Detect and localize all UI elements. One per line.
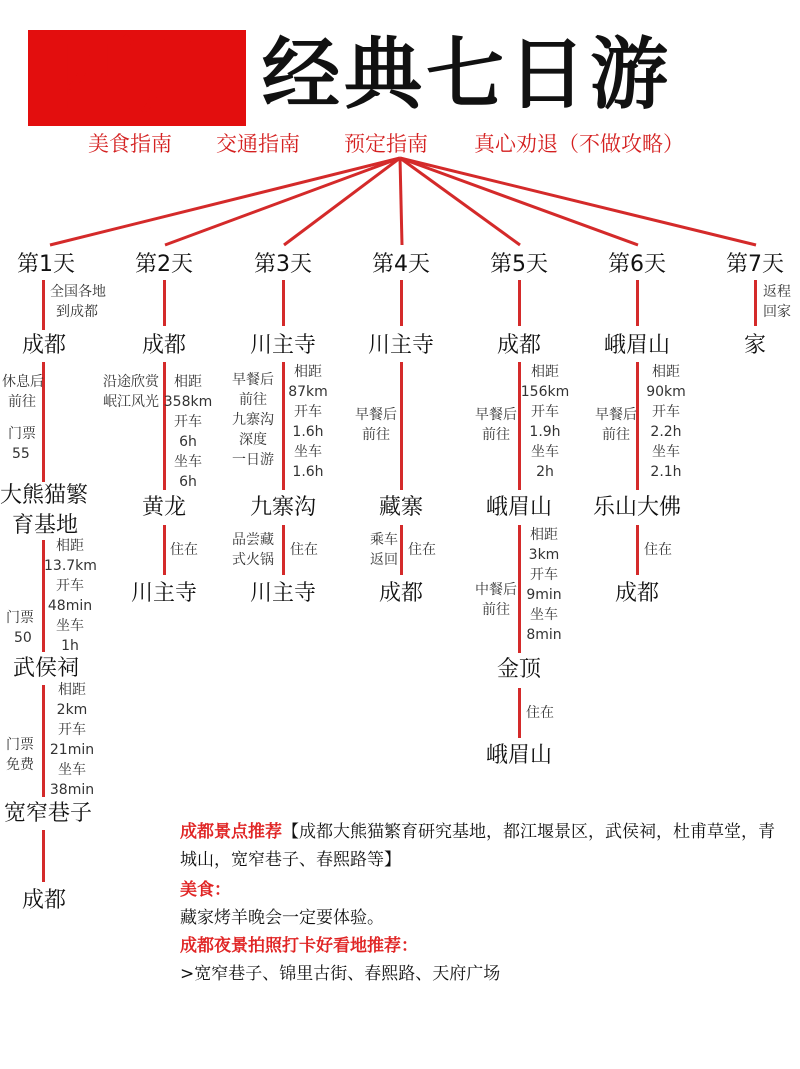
d3-node-jiuzhaigou: 九寨沟 bbox=[249, 495, 317, 520]
d6-seg1-left-note: 早餐后 前往 bbox=[595, 407, 637, 443]
night-text: >宽窄巷子、锦里古街、春熙路、天府广场 bbox=[180, 964, 501, 984]
d5-node-emei-mountain: 峨眉山 bbox=[485, 495, 553, 520]
d6-seg2-right-note: 住在 bbox=[644, 542, 672, 558]
spots-recommendation bbox=[180, 818, 785, 874]
route-line-d3-c bbox=[282, 525, 285, 575]
day-label-3: 第3天 bbox=[254, 252, 312, 277]
fan-line-day7 bbox=[400, 158, 756, 245]
d2-seg2-right-note: 住在 bbox=[170, 542, 198, 558]
route-line-d1-d bbox=[42, 685, 45, 797]
spots-title: 成都景点推荐 bbox=[180, 822, 282, 842]
d7-node-home: 家 bbox=[743, 333, 767, 358]
route-line-d5-a bbox=[518, 280, 521, 326]
d5-seg2-left-note: 中餐后 前往 bbox=[475, 582, 517, 618]
route-line-d2-a bbox=[163, 280, 166, 326]
d3-node-chuanzhu-temple: 川主寺 bbox=[249, 333, 317, 358]
d1-seg1-note: 休息后 前往 门票 55 bbox=[2, 374, 44, 462]
d1-node-wuhou-shrine: 武侯祠 bbox=[12, 656, 80, 681]
day-label-2: 第2天 bbox=[135, 252, 193, 277]
page-title: 经典七日游 bbox=[262, 30, 673, 120]
d4-node-chuanzhu-temple: 川主寺 bbox=[367, 333, 435, 358]
d3-seg2-left-note: 品尝藏 式火锅 bbox=[232, 532, 274, 568]
d5-seg1-right-note: 相距 156km 开车 1.9h 坐车 2h bbox=[520, 364, 570, 480]
d3-seg1-left-note: 早餐后 前往 九寨沟 深度 一日游 bbox=[232, 372, 274, 468]
day-label-5: 第5天 bbox=[490, 252, 548, 277]
d6-node-emei-mountain: 峨眉山 bbox=[603, 333, 671, 358]
d7-return-note: 返程 回家 bbox=[763, 284, 791, 320]
spots-text: 【成都大熊猫繁育研究基地，都江堰景区，武侯祠，杜甫草堂，青城山，宽窄巷子、春熙路等】 bbox=[180, 822, 775, 870]
d4-seg2-left-note: 乘车 返回 bbox=[370, 532, 398, 568]
d5-seg2-right-note: 相距 3km 开车 9min 坐车 8min bbox=[526, 527, 562, 643]
fan-line-day2 bbox=[165, 158, 400, 245]
route-line-d7-a bbox=[754, 280, 757, 326]
route-line-d4-a bbox=[400, 280, 403, 326]
d5-seg3-right-note: 住在 bbox=[526, 705, 554, 721]
route-line-d1-a bbox=[42, 280, 45, 330]
d3-seg1-right-note: 相距 87km 开车 1.6h 坐车 1.6h bbox=[288, 364, 328, 480]
route-line-d2-c bbox=[163, 525, 166, 575]
d5-node-chengdu: 成都 bbox=[496, 333, 542, 358]
recommendations bbox=[180, 818, 785, 988]
day-label-6: 第6天 bbox=[608, 252, 666, 277]
d1-node-chengdu: 成都 bbox=[21, 333, 67, 358]
d5-node-golden-summit: 金顶 bbox=[496, 657, 542, 682]
tagline-food: 美食指南 bbox=[88, 132, 172, 156]
d3-seg2-right-note: 住在 bbox=[290, 542, 318, 558]
route-line-d3-a bbox=[282, 280, 285, 326]
day-label-1: 第1天 bbox=[17, 252, 75, 277]
fan-line-day5 bbox=[400, 158, 520, 245]
d1-seg3-right-note: 相距 2km 开车 21min 坐车 38min bbox=[49, 682, 95, 798]
d1-seg2-left-note: 门票 50 bbox=[6, 610, 34, 646]
d6-node-leshan-buddha: 乐山大佛 bbox=[592, 495, 682, 520]
fan-line-day1 bbox=[50, 158, 400, 245]
d4-node-chengdu: 成都 bbox=[378, 581, 424, 606]
route-line-d6-a bbox=[636, 280, 639, 326]
route-line-d5-d bbox=[518, 688, 521, 738]
route-line-d1-e bbox=[42, 830, 45, 882]
d2-node-huanglong: 黄龙 bbox=[141, 495, 187, 520]
d2-seg1-right-note: 相距 358km 开车 6h 坐车 6h bbox=[163, 374, 213, 490]
route-line-d3-b bbox=[282, 362, 285, 490]
d1-arrive-note: 全国各地 到成都 bbox=[50, 284, 106, 320]
title-highlight: 四川 bbox=[52, 25, 228, 125]
food-text: 藏家烤羊晚会一定要体验。 bbox=[180, 908, 384, 928]
d4-seg1-left-note: 早餐后 前往 bbox=[355, 407, 397, 443]
day-label-7: 第7天 bbox=[726, 252, 784, 277]
route-line-d4-c bbox=[400, 525, 403, 575]
d2-seg1-left-note: 沿途欣赏 岷江风光 bbox=[103, 374, 159, 410]
tagline-transport: 交通指南 bbox=[216, 132, 300, 156]
d1-seg2-right-note: 相距 13.7km 开车 48min 坐车 1h bbox=[44, 538, 97, 654]
d1-seg3-left-note: 门票 免费 bbox=[6, 737, 34, 773]
food-title: 美食： bbox=[180, 880, 231, 900]
d4-node-tibetan-village: 藏寨 bbox=[378, 495, 424, 520]
d1-node-panda-base: 大熊猫繁 育基地 bbox=[0, 483, 89, 538]
d2-node-chengdu: 成都 bbox=[141, 333, 187, 358]
fan-line-day4 bbox=[400, 158, 402, 245]
d6-seg1-right-note: 相距 90km 开车 2.2h 坐车 2.1h bbox=[646, 364, 686, 480]
tagline-booking: 预定指南 bbox=[344, 132, 428, 156]
route-line-d6-c bbox=[636, 525, 639, 575]
d6-node-chengdu: 成都 bbox=[614, 581, 660, 606]
day-label-4: 第4天 bbox=[372, 252, 430, 277]
night-title: 成都夜景拍照打卡好看地推荐： bbox=[180, 936, 418, 956]
tagline-warning: 真心劝退（不做攻略） bbox=[474, 132, 684, 156]
fan-line-day6 bbox=[400, 158, 638, 245]
d4-seg2-right-note: 住在 bbox=[408, 542, 436, 558]
d1-node-kuanzhai-alley: 宽窄巷子 bbox=[3, 801, 93, 826]
d1-node-chengdu-end: 成都 bbox=[21, 888, 67, 913]
d2-node-chuanzhu-temple: 川主寺 bbox=[130, 581, 198, 606]
d5-node-emei-mountain-end: 峨眉山 bbox=[485, 743, 553, 768]
d3-node-chuanzhu-temple-end: 川主寺 bbox=[249, 581, 317, 606]
d5-seg1-left-note: 早餐后 前往 bbox=[475, 407, 517, 443]
